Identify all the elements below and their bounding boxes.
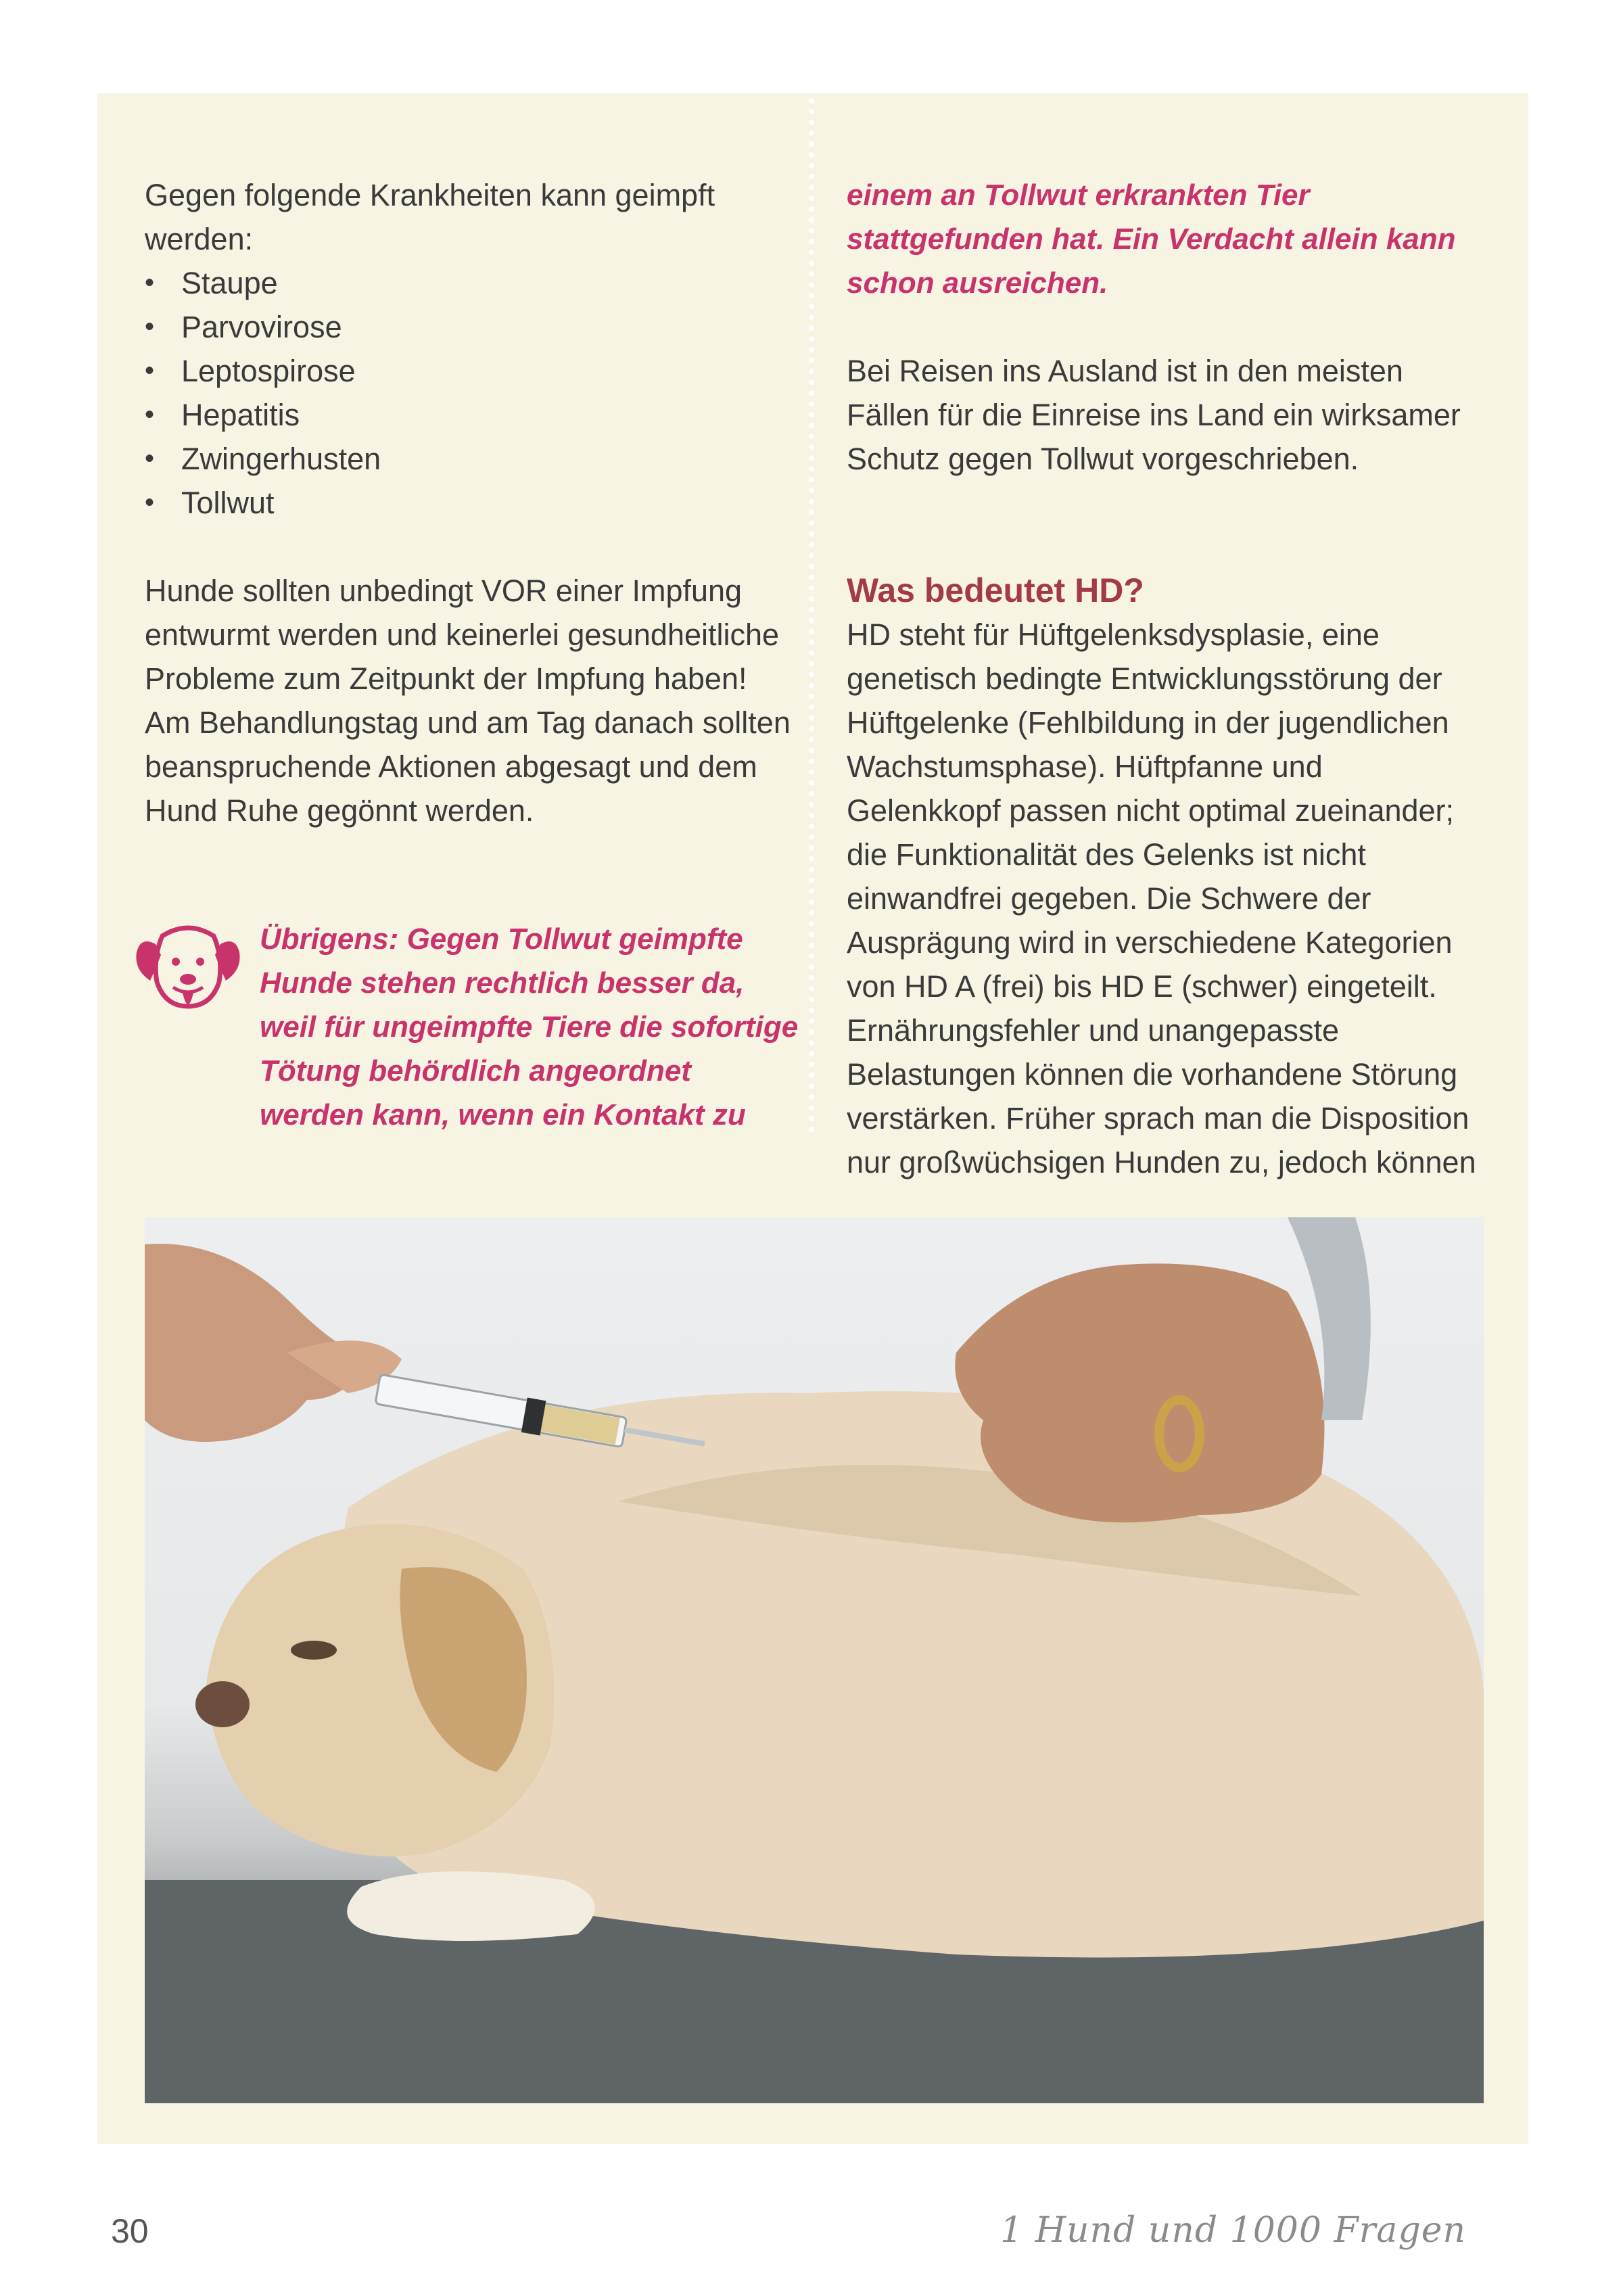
list-item: • Zwingerhusten — [145, 437, 794, 481]
rabies-tip: Übrigens: Gegen Tollwut geimpfte Hunde stehen rechtlich besser da, weil für ungeimpfte Tiere die sofortige Tötung behördlich angeordnet werden kann, wenn ein Kontakt zu — [260, 922, 799, 1131]
deworming-paragraph: Hunde sollten unbedingt VOR einer Impfung entwurmt werden und keinerlei gesundheitliche Probleme zum Zeitpunkt der Impfung haben! Am Behandlungstag und am Tag danach sollten beanspruchende Aktionen abgesagt und dem Hund Ruhe gegönnt werden. — [145, 573, 791, 828]
column-divider — [809, 98, 814, 1133]
puppy-vaccination-photo — [145, 1217, 1484, 2103]
disease-list — [145, 261, 794, 525]
photo-illustration — [145, 1217, 1484, 2103]
rabies-tip-continuation: einem an Tollwut erkrankten Tier stattgefunden hat. Ein Verdacht allein kann schon ausreichen. — [847, 179, 1456, 300]
dog-head-icon — [135, 917, 241, 1018]
list-item: • Leptospirose — [145, 349, 794, 393]
vaccine-intro: Gegen folgende Krankheiten kann geimpft werden: — [145, 178, 715, 256]
list-item: • Tollwut — [145, 481, 794, 525]
left-column — [145, 173, 794, 833]
hd-heading: Was bedeutet HD? — [847, 571, 1144, 609]
list-item: • Parvovirose — [145, 305, 794, 349]
travel-paragraph: Bei Reisen ins Ausland ist in den meisten Fällen für die Einreise ins Land ein wirksamer Schutz gegen Tollwut vorgeschrieben. — [847, 354, 1461, 476]
hd-paragraph: HD steht für Hüftgelenksdysplasie, eine genetisch bedingte Entwicklungsstörung der Hüftgelenke (Fehlbildung in der jugendlichen Wachstumsphase). Hüftpfanne und Gelenkkopf passen nicht optimal zueinander; die Funktionalität des Gelenks ist nicht einwandfrei gegeben. Die Schwere der Ausprägung wird in verschiedene Kategorien von HD A (frei) bis HD E (schwer) eingeteilt. Ernährungsfehler und unangepasste Belastungen können die vorhandene Störung verstärken. Früher sprach man die Disposition nur großwüchsigen Hunden zu, jedoch können — [847, 617, 1476, 1179]
right-column — [847, 173, 1482, 1184]
list-item: • Staupe — [145, 261, 794, 305]
book-title: 1 Hund und 1000 Fragen — [1000, 2210, 1466, 2251]
page-number: 30 — [111, 2212, 149, 2250]
list-item: • Hepatitis — [145, 393, 794, 437]
